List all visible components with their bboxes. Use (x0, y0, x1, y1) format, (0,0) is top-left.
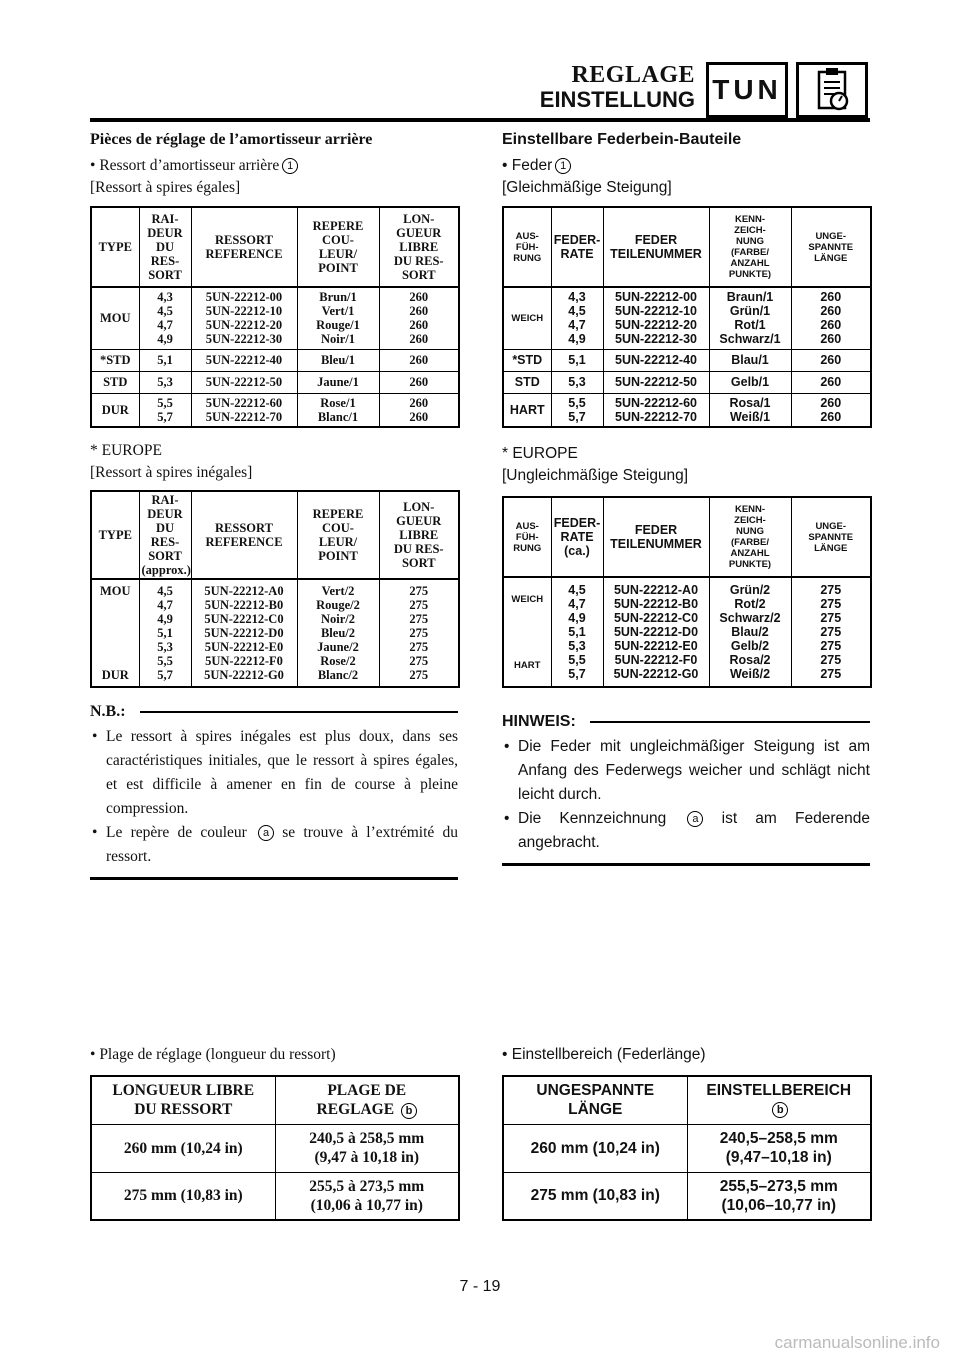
table-cell: 260 mm (10,24 in) (91, 1124, 275, 1172)
table-cell: Rose/1 Blanc/1 (297, 393, 379, 427)
table-header (687, 1076, 871, 1124)
table-cell: HART (503, 393, 551, 427)
table-cell: STD (503, 371, 551, 393)
table-cell: 240,5 à 258,5 mm (9,47 à 10,18 in) (275, 1124, 459, 1172)
header-title-fr: REGLAGE (571, 62, 695, 88)
fr-note-title: N.B.: (90, 703, 126, 720)
table-cell: WEICH HART (503, 577, 551, 687)
table-cell: 5UN-22212-50 (603, 371, 709, 393)
table-row (503, 393, 871, 427)
table-row (91, 1124, 459, 1172)
table-cell: 275 275 275 275 275 275 275 (791, 577, 871, 687)
fr-note-2-text-a: Le repère de couleur (106, 824, 247, 841)
table-header (275, 1076, 459, 1124)
table-cell: 4,3 4,5 4,7 4,9 (139, 287, 191, 349)
table-row (503, 287, 871, 349)
de-range-table (502, 1075, 872, 1221)
range-head-text: EINSTELLBEREICH (706, 1082, 852, 1100)
table-cell: 260 260 260 260 (379, 287, 459, 349)
section-code-box: TUN (706, 62, 788, 118)
table-cell: 5UN-22212-40 (191, 349, 297, 371)
table-cell: 5,3 (139, 371, 191, 393)
table-cell: 275 mm (10,83 in) (91, 1172, 275, 1220)
table-cell: 5,1 (551, 349, 603, 371)
table-row (503, 349, 871, 371)
de-subtitle-equal: [Gleichmäßige Steigung] (502, 179, 672, 196)
table-row (503, 371, 871, 393)
table-cell: Bleu/1 (297, 349, 379, 371)
header-rule (90, 118, 870, 122)
table-cell: MOU (91, 287, 139, 349)
table-cell: Blau/1 (709, 349, 791, 371)
fr-footnote: * EUROPE (90, 442, 162, 459)
table-header: KENN- ZEICH- NUNG (FARBE/ ANZAHL PUNKTE) (709, 497, 791, 577)
fr-note-2-text-b: se trouve à l’extrémité du ressort. (106, 824, 459, 865)
table-cell: 260 260 (379, 393, 459, 427)
fr-bullet-spring: • Ressort d’amortisseur arrière 1 (90, 155, 298, 177)
table-row (91, 287, 459, 349)
table-header: REPERE COU- LEUR/ POINT (297, 207, 379, 287)
table-header: RESSORT REFERENCE (191, 491, 297, 579)
table-cell: 275 275 275 275 275 275 275 (379, 579, 459, 687)
table-cell: Jaune/1 (297, 371, 379, 393)
note-bottom-rule (502, 863, 870, 866)
fr-section-title: Pièces de réglage de l’amortisseur arrière (90, 131, 373, 148)
table-cell: Brun/1 Vert/1 Rouge/1 Noir/1 (297, 287, 379, 349)
table-cell: MOU DUR (91, 579, 139, 687)
table-header: UNGE- SPANNTE LÄNGE (791, 207, 871, 287)
table-header: UNGE- SPANNTE LÄNGE (791, 497, 871, 577)
ref-marker-a: a (687, 811, 703, 827)
table-header: UNGESPANNTE LÄNGE (503, 1076, 687, 1124)
table-header: AUS- FÜH- RUNG (503, 207, 551, 287)
table-cell: 260 (791, 349, 871, 371)
ref-marker-1: 1 (282, 158, 298, 174)
page-number: 7 - 19 (459, 1278, 501, 1295)
fr-range-bullet: • Plage de réglage (longueur du ressort) (90, 1046, 336, 1063)
table-cell: 5UN-22212-60 5UN-22212-70 (191, 393, 297, 427)
table-cell: 260 260 260 260 (791, 287, 871, 349)
ref-marker-1: 1 (555, 158, 571, 174)
table-header: AUS- FÜH- RUNG (503, 497, 551, 577)
table-cell: 275 mm (10,83 in) (503, 1172, 687, 1220)
fr-bullet-spring-text: Ressort d’amortisseur arrière (99, 157, 280, 174)
note-bottom-rule (90, 877, 458, 880)
de-note-1: • Die Feder mit ungleichmäßiger Steigung ist am Anfang des Federwegs weicher und schlägt nicht leicht durch. (502, 735, 870, 807)
fr-spring-table-unequal (90, 490, 460, 688)
de-note-title: HINWEIS: (502, 713, 576, 730)
table-header: FEDER- RATE (ca.) (551, 497, 603, 577)
table-header: REPERE COU- LEUR/ POINT (297, 491, 379, 579)
table-row (91, 371, 459, 393)
de-spring-table-equal (502, 206, 872, 428)
table-header: FEDER TEILENUMMER (603, 207, 709, 287)
fr-note-2 (90, 821, 458, 869)
table-row (91, 349, 459, 371)
table-cell: 5,5 5,7 (139, 393, 191, 427)
ref-marker-b: b (401, 1103, 417, 1119)
table-row (91, 1172, 459, 1220)
de-range-bullet: • Einstellbereich (Federlänge) (502, 1046, 706, 1063)
table-cell: 260 (379, 349, 459, 371)
fr-spring-table-equal (90, 206, 460, 428)
table-cell: 260 (379, 371, 459, 393)
fr-range-table (90, 1075, 460, 1221)
table-cell: 260 (791, 371, 871, 393)
clipboard-stopwatch-icon (796, 62, 868, 118)
table-row (503, 577, 871, 687)
de-note-2 (502, 807, 870, 855)
de-range-bullet-text: Einstellbereich (Federlänge) (511, 1046, 706, 1063)
watermark: carmanualsonline.info (774, 1333, 940, 1352)
table-cell: Braun/1 Grün/1 Rot/1 Schwarz/1 (709, 287, 791, 349)
table-cell: 5,3 (551, 371, 603, 393)
table-row (91, 579, 459, 687)
table-cell: DUR (91, 393, 139, 427)
de-note-2-text-b: ist am Federende angebracht. (518, 810, 870, 851)
table-cell: 5UN-22212-40 (603, 349, 709, 371)
table-cell: 5UN-22212-60 5UN-22212-70 (603, 393, 709, 427)
table-cell: 5,5 5,7 (551, 393, 603, 427)
table-cell: Vert/2 Rouge/2 Noir/2 Bleu/2 Jaune/2 Rose/2 Blanc/2 (297, 579, 379, 687)
table-cell: 4,3 4,5 4,7 4,9 (551, 287, 603, 349)
de-spring-table-unequal (502, 496, 872, 688)
table-row (503, 1124, 871, 1172)
de-note-2-text-a: Die Kennzeichnung (518, 810, 667, 827)
table-cell: 5UN-22212-00 5UN-22212-10 5UN-22212-20 5UN-22212-30 (603, 287, 709, 349)
ref-marker-a: a (258, 825, 274, 841)
table-header: RAI- DEUR DU RES- SORT (approx.) (139, 491, 191, 579)
table-cell: 240,5–258,5 mm (9,47–10,18 in) (687, 1124, 871, 1172)
table-cell: 5UN-22212-A0 5UN-22212-B0 5UN-22212-C0 5UN-22212-D0 5UN-22212-E0 5UN-22212-F0 5UN-22212-G0 (603, 577, 709, 687)
table-header: TYPE (91, 207, 139, 287)
ref-marker-b: b (772, 1102, 788, 1118)
table-row (503, 1172, 871, 1220)
note-rule (590, 721, 870, 723)
table-cell: 255,5–273,5 mm (10,06–10,77 in) (687, 1172, 871, 1220)
table-cell: 5UN-22212-A0 5UN-22212-B0 5UN-22212-C0 5UN-22212-D0 5UN-22212-E0 5UN-22212-F0 5UN-22212-G0 (191, 579, 297, 687)
table-cell: 5UN-22212-00 5UN-22212-10 5UN-22212-20 5UN-22212-30 (191, 287, 297, 349)
table-header: FEDER- RATE (551, 207, 603, 287)
table-cell: STD (91, 371, 139, 393)
table-cell: *STD (91, 349, 139, 371)
de-note-block (502, 713, 870, 866)
table-header: RAI- DEUR DU RES- SORT (139, 207, 191, 287)
fr-note-block (90, 703, 458, 880)
table-cell: WEICH (503, 287, 551, 349)
table-header: LON- GUEUR LIBRE DU RES- SORT (379, 207, 459, 287)
fr-range-bullet-text: Plage de réglage (longueur du ressort) (99, 1046, 336, 1063)
de-section-title: Einstellbare Federbein-Bauteile (502, 131, 742, 148)
note-rule (140, 711, 458, 713)
fr-subtitle-equal: [Ressort à spires égales] (90, 179, 241, 196)
fr-note-1: • Le ressort à spires inégales est plus doux, dans ses caractéristiques initiales, que le ressort à spires égales, et est difficile à amener en fin de course à pleine compression. (90, 725, 458, 821)
de-footnote: * EUROPE (502, 445, 578, 462)
de-subtitle-unequal: [Ungleichmäßige Steigung] (502, 467, 689, 484)
table-cell: 255,5 à 273,5 mm (10,06 à 10,77 in) (275, 1172, 459, 1220)
de-bullet-spring: • Feder 1 (502, 155, 571, 177)
table-cell: 4,5 4,7 4,9 5,1 5,3 5,5 5,7 (551, 577, 603, 687)
table-header: KENN- ZEICH- NUNG (FARBE/ ANZAHL PUNKTE) (709, 207, 791, 287)
table-cell: Grün/2 Rot/2 Schwarz/2 Blau/2 Gelb/2 Rosa/2 Weiß/2 (709, 577, 791, 687)
fr-subtitle-unequal: [Ressort à spires inégales] (90, 464, 253, 481)
table-cell: *STD (503, 349, 551, 371)
table-cell: 260 mm (10,24 in) (503, 1124, 687, 1172)
table-header: RESSORT REFERENCE (191, 207, 297, 287)
table-cell: 5,1 (139, 349, 191, 371)
table-cell: Rosa/1 Weiß/1 (709, 393, 791, 427)
table-cell: 4,5 4,7 4,9 5,1 5,3 5,5 5,7 (139, 579, 191, 687)
table-cell: 5UN-22212-50 (191, 371, 297, 393)
table-header: LONGUEUR LIBRE DU RESSORT (91, 1076, 275, 1124)
table-cell: 260 260 (791, 393, 871, 427)
table-cell: Gelb/1 (709, 371, 791, 393)
range-head-text: PLAGE DE REGLAGE (316, 1082, 407, 1119)
table-header: LON- GUEUR LIBRE DU RES- SORT (379, 491, 459, 579)
de-bullet-spring-text: Feder (511, 157, 553, 174)
table-row (91, 393, 459, 427)
header-title-de: EINSTELLUNG (539, 87, 695, 112)
table-header: FEDER TEILENUMMER (603, 497, 709, 577)
table-header: TYPE (91, 491, 139, 579)
